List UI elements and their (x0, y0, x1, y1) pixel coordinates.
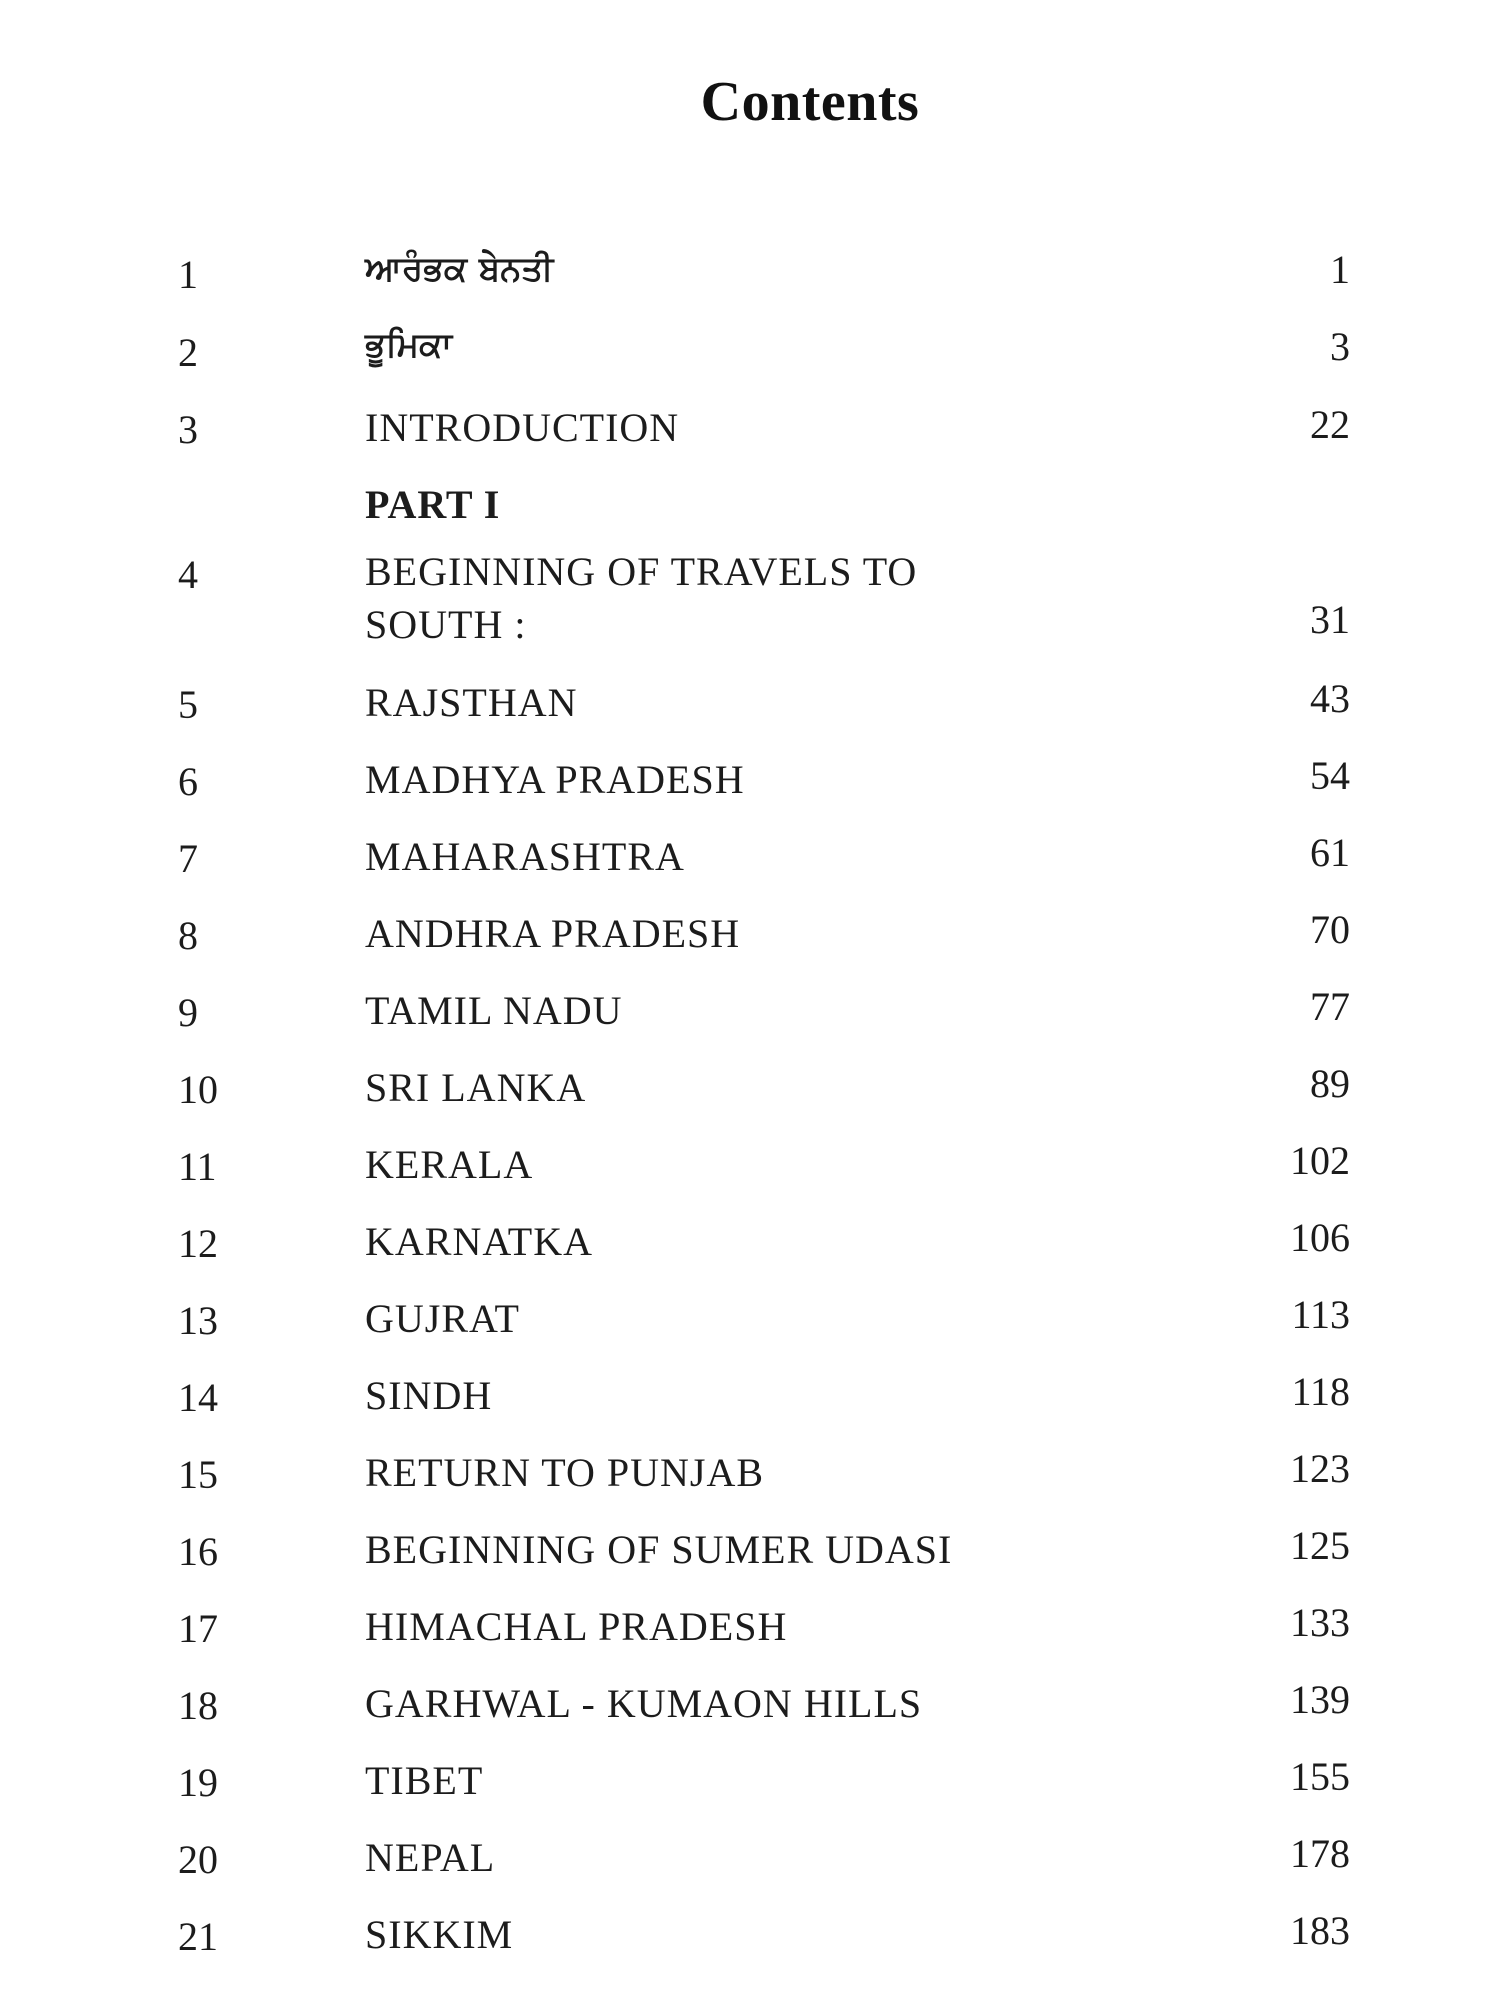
entry-title: ਭੂਮਿਕਾ (365, 325, 453, 365)
entry-number: 17 (178, 1606, 218, 1651)
entry-page: 70 (1310, 907, 1350, 952)
entry-page: 3 (1330, 324, 1350, 369)
page-title: Contents (700, 71, 920, 133)
entry-title: KARNATKA (365, 1219, 593, 1264)
entry-number: 7 (178, 836, 198, 881)
entry-page: 139 (1290, 1677, 1350, 1722)
entry-number: 9 (178, 990, 198, 1035)
entry-page: 113 (1291, 1292, 1350, 1337)
entry-page: 123 (1290, 1446, 1350, 1491)
entry-number: 13 (178, 1298, 218, 1343)
entry-title: GARHWAL - KUMAON HILLS (365, 1681, 923, 1726)
entry-title-line-2: SOUTH : (365, 602, 527, 647)
entry-title: MADHYA PRADESH (365, 757, 745, 802)
entry-title: TAMIL NADU (365, 988, 623, 1033)
entry-number: 4 (178, 552, 198, 597)
entry-page: 89 (1310, 1061, 1350, 1106)
entry-page: 61 (1310, 830, 1350, 875)
entry-page: 155 (1290, 1754, 1350, 1799)
entry-number: 12 (178, 1221, 218, 1266)
entry-number: 11 (178, 1144, 217, 1189)
entry-page: 31 (1310, 597, 1350, 642)
entry-page: 102 (1290, 1138, 1350, 1183)
entry-title: SIKKIM (365, 1912, 514, 1957)
entry-title: ANDHRA PRADESH (365, 911, 741, 956)
entry-page: 125 (1290, 1523, 1350, 1568)
entry-title: RETURN TO PUNJAB (365, 1450, 765, 1495)
entry-number: 3 (178, 407, 198, 452)
entry-page: 1 (1330, 247, 1350, 292)
entry-number: 2 (178, 330, 198, 375)
entry-page: 54 (1310, 753, 1350, 798)
entry-number: 20 (178, 1837, 218, 1882)
entry-title: GUJRAT (365, 1296, 520, 1341)
entry-number: 10 (178, 1067, 218, 1112)
entry-page: 43 (1310, 676, 1350, 721)
entry-title: INTRODUCTION (365, 405, 680, 450)
entry-title: HIMACHAL PRADESH (365, 1604, 788, 1649)
part-heading: PART I (365, 482, 501, 527)
entry-number: 18 (178, 1683, 218, 1728)
entry-page: 22 (1310, 402, 1350, 447)
entry-page: 178 (1290, 1831, 1350, 1876)
entry-number: 5 (178, 682, 198, 727)
entry-title-line-1: BEGINNING OF TRAVELS TO (365, 549, 918, 594)
entry-number: 1 (178, 252, 198, 297)
entry-title: ਆਰੰਭਕ ਬੇਨਤੀ (365, 249, 554, 289)
entry-page: 133 (1290, 1600, 1350, 1645)
entry-number: 16 (178, 1529, 218, 1574)
entry-title: RAJSTHAN (365, 680, 578, 725)
entry-title: SRI LANKA (365, 1065, 587, 1110)
entry-number: 6 (178, 759, 198, 804)
entry-number: 15 (178, 1452, 218, 1497)
entry-title: KERALA (365, 1142, 534, 1187)
entry-page: 106 (1290, 1215, 1350, 1260)
entry-title: TIBET (365, 1758, 484, 1803)
entry-number: 14 (178, 1375, 218, 1420)
entry-number: 21 (178, 1914, 218, 1959)
entry-page: 183 (1290, 1908, 1350, 1953)
entry-title: NEPAL (365, 1835, 496, 1880)
entry-page: 118 (1291, 1369, 1350, 1414)
entry-title: BEGINNING OF SUMER UDASI (365, 1527, 953, 1572)
entry-number: 8 (178, 913, 198, 958)
entry-title: SINDH (365, 1373, 493, 1418)
entry-number: 19 (178, 1760, 218, 1805)
entry-title: MAHARASHTRA (365, 834, 685, 879)
entry-page: 77 (1310, 984, 1350, 1029)
